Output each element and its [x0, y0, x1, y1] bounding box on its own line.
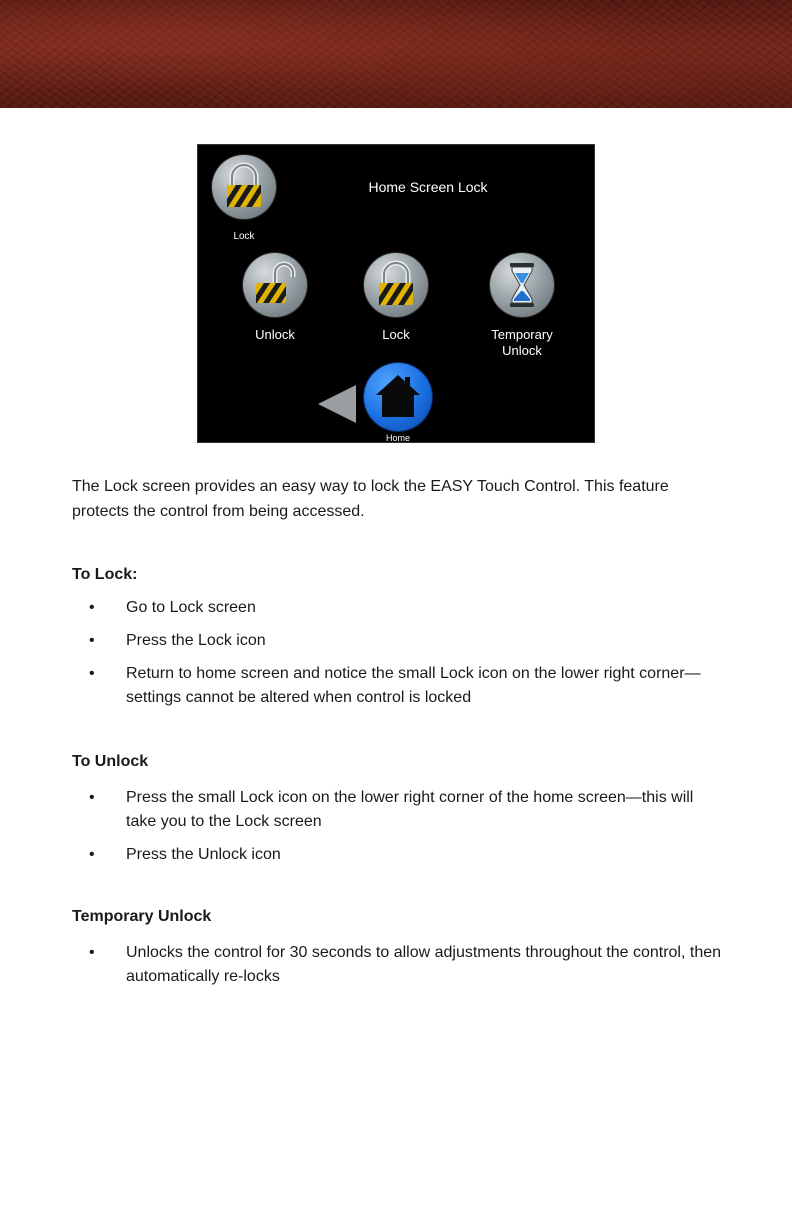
bullet-symbol: • — [89, 599, 95, 616]
list-item — [72, 662, 722, 710]
home-button[interactable] — [364, 363, 432, 443]
unlock-label: Unlock — [255, 327, 295, 342]
padlock-open-icon — [243, 253, 307, 317]
intro-paragraph: The Lock screen provides an easy way to lock the EASY Touch Control. This feature protects the control from being accessed. — [72, 478, 669, 520]
list-item — [72, 596, 722, 620]
list-item — [72, 843, 722, 867]
list-item-text: Press the Lock icon — [126, 632, 266, 649]
device-lock-screen — [197, 144, 595, 443]
home-label: Home — [385, 433, 410, 443]
list-item-text: Press the Unlock icon — [126, 846, 281, 863]
home-icon — [364, 363, 432, 431]
to-unlock-list — [72, 786, 722, 876]
padlock-locked-icon — [212, 155, 276, 219]
bullet-symbol: • — [89, 944, 95, 961]
screen-title: Home Screen Lock — [368, 179, 488, 195]
to-lock-list — [72, 596, 722, 719]
to-lock-heading: To Lock: — [72, 566, 138, 583]
list-item — [72, 941, 722, 989]
lock-status-button[interactable] — [212, 155, 276, 242]
list-item — [72, 629, 722, 653]
list-item-text: Press the small Lock icon on the lower right corner of the home screen—this will take you to the Lock screen — [126, 789, 694, 830]
bullet-symbol: • — [89, 789, 95, 806]
to-unlock-heading: To Unlock — [72, 753, 149, 770]
temporary-unlock-list — [72, 941, 722, 998]
list-item — [72, 786, 722, 834]
bullet-symbol: • — [89, 846, 95, 863]
leather-header-band — [0, 0, 792, 108]
list-item-text: Unlocks the control for 30 seconds to allow adjustments throughout the control, then automatically re-locks — [126, 944, 722, 985]
list-item-text: Return to home screen and notice the small Lock icon on the lower right corner—settings cannot be altered when control is locked — [126, 665, 701, 706]
temporary-unlock-heading: Temporary Unlock — [72, 908, 212, 925]
list-item-text: Go to Lock screen — [126, 599, 256, 616]
padlock-locked-icon — [364, 253, 428, 317]
lock-status-label: Lock — [233, 231, 255, 242]
bullet-symbol: • — [89, 665, 95, 682]
back-button[interactable] — [316, 383, 358, 425]
unlock-button[interactable] — [243, 253, 307, 342]
temporary-unlock-label — [462, 327, 582, 359]
back-arrow-icon — [316, 383, 358, 425]
bullet-symbol: • — [89, 632, 95, 649]
lock-button[interactable] — [364, 253, 428, 342]
hourglass-icon — [490, 253, 554, 317]
lock-label: Lock — [382, 327, 410, 342]
temporary-unlock-label-line1: Temporary — [491, 327, 553, 342]
temporary-unlock-button[interactable] — [490, 253, 554, 358]
temporary-unlock-label-line2: Unlock — [502, 343, 542, 358]
